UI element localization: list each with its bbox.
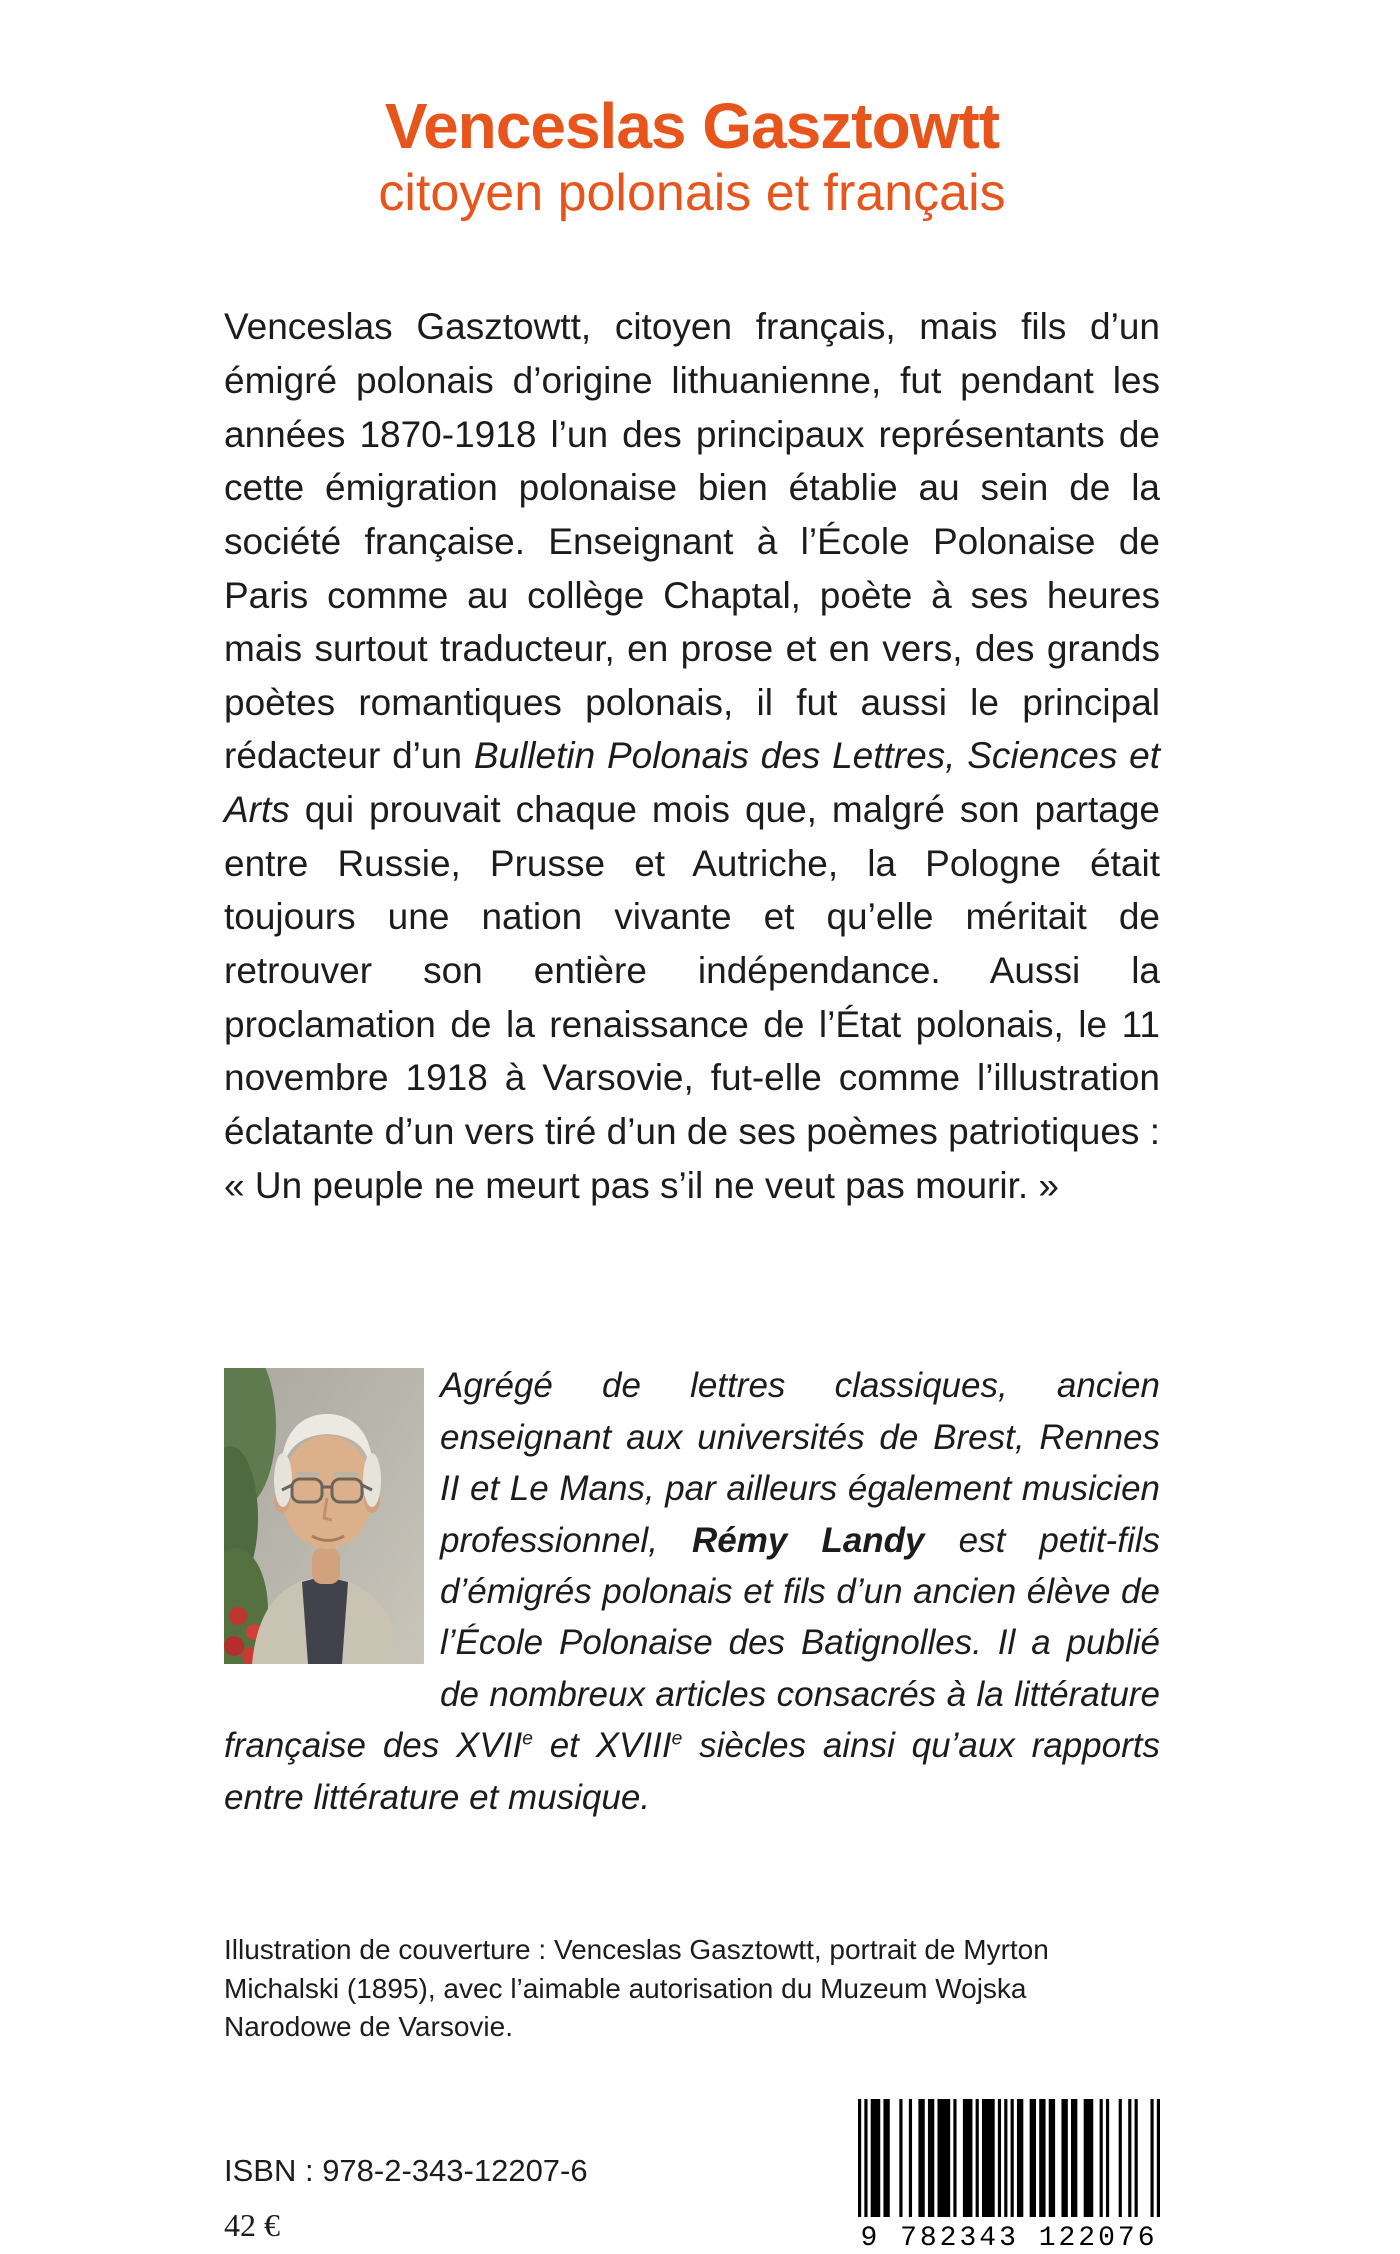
author-bio-section	[224, 1360, 1160, 1823]
bio-text-2: est petit-fils d’émigrés polonais et fils d’un ancien élève de l’École Polonaise des Batignolles. Il a publié de nombreux articles consacrés à la littérature française des XVII	[224, 1520, 1160, 1766]
barcode-bars	[858, 2099, 1160, 2217]
isbn-price-block	[224, 2153, 588, 2244]
synopsis-text-2: qui prouvait chaque mois que, malgré son partage entre Russie, Prusse et Autriche, la Pologne était toujours une nation vivante et qu’elle méritait de retrouver son entière indépendance. Aussi la proclamation de la renaissance de l’État polonais, le 11 novembre 1918 à Varsovie, fut-elle comme l’illustration éclatante d’un vers tiré d’un de ses poèmes patriotiques : « Un peuple ne meurt pas s’il ne veut pas mourir. »	[224, 789, 1160, 1206]
author-portrait-illustration	[224, 1368, 424, 1664]
bio-text-1: Agrégé de lettres classiques, ancien enseignant aux universités de Brest, Rennes II et Le Mans, par ailleurs également musicien professionnel,	[440, 1366, 1160, 1560]
barcode-digits: 9 782343 122076	[860, 2223, 1158, 2254]
title-block	[224, 92, 1160, 222]
author-name: Rémy Landy	[692, 1520, 925, 1560]
synopsis-text-1: Venceslas Gasztowtt, citoyen français, mais fils d’un émigré polonais d’origine lithuanienne, fut pendant les années 1870-1918 l’un des principaux représentants de cette émigration polonaise bien établie au sein de la société française. Enseignant à l’École Polonaise de Paris comme au collège Chaptal, poète à ses heures mais surtout traducteur, en prose et en vers, des grands poètes romantiques polonais, il fut aussi le principal rédacteur d’un	[224, 306, 1160, 777]
bio-text-4: siècles ainsi qu’aux rapports entre littérature et musique.	[224, 1726, 1160, 1817]
journal-title: Bulletin Polonais des Lettres, Sciences et Arts	[224, 735, 1160, 831]
book-title: Venceslas Gasztowtt	[384, 90, 1000, 162]
synopsis-paragraph	[224, 300, 1160, 1212]
book-subtitle: citoyen polonais et français	[378, 164, 1006, 223]
barcode	[858, 2099, 1160, 2254]
cover-credit: Illustration de couverture : Venceslas Gasztowtt, portrait de Myrton Michalski (1895), avec l’aimable autorisation du Muzeum Wojska Narodowe de Varsovie.	[224, 1934, 1049, 2043]
bio-superscript-2: e	[671, 1728, 683, 1750]
author-photo	[224, 1368, 424, 1664]
price: 42 €	[224, 2207, 280, 2243]
bio-text-3: et XVIII	[532, 1726, 672, 1766]
isbn: ISBN : 978-2-343-12207-6	[224, 2153, 588, 2188]
footer-row	[224, 2099, 1160, 2254]
bio-superscript-1: e	[522, 1728, 533, 1750]
